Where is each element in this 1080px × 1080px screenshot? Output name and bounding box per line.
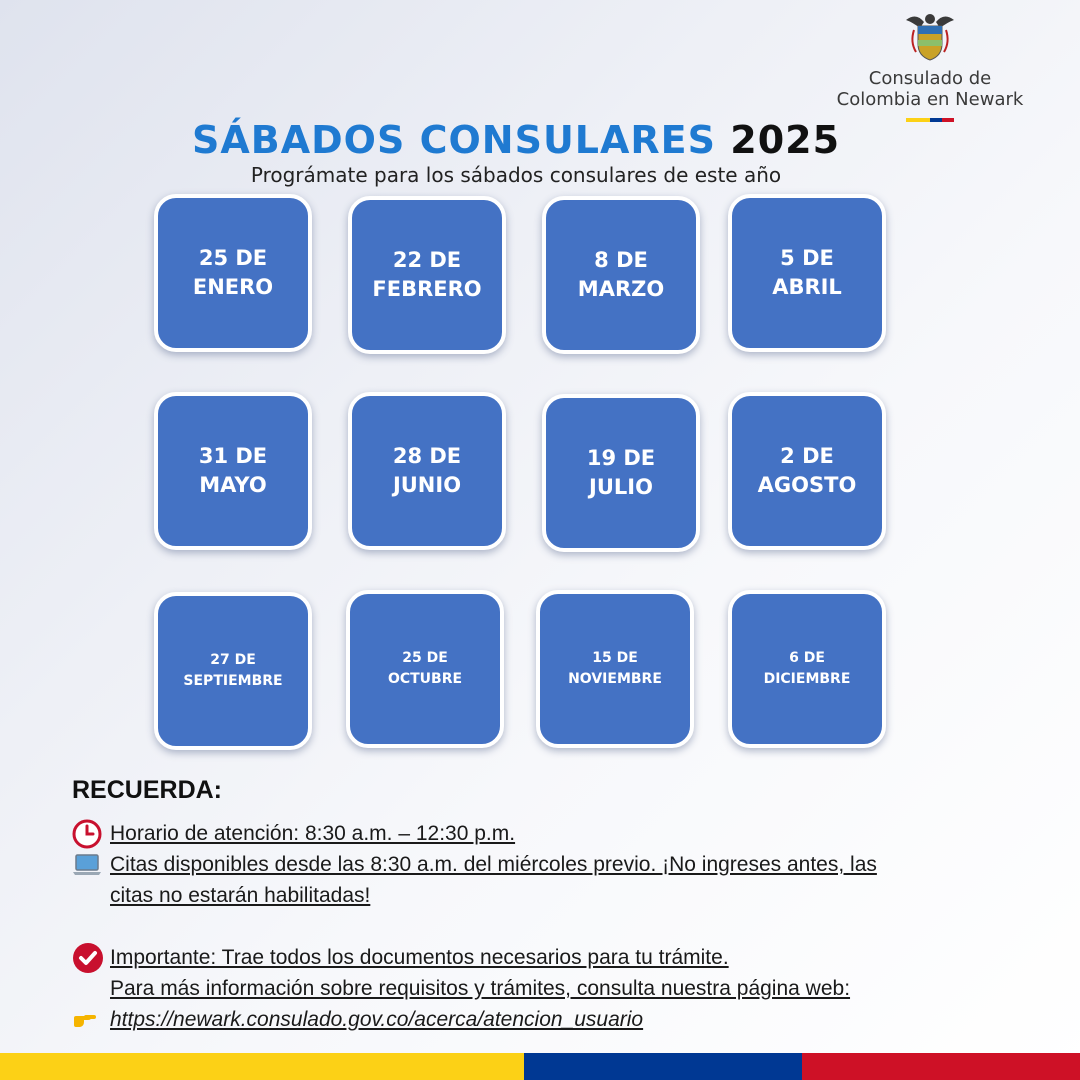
- appointments-text-line2: citas no estarán habilitadas!: [110, 884, 371, 907]
- date-day: 8 DE: [594, 248, 648, 272]
- consulate-name-line1: Consulado de: [868, 68, 992, 89]
- spacer: [72, 911, 1012, 942]
- notes-section: [72, 818, 1012, 1035]
- date-month: JUNIO: [392, 473, 462, 497]
- date-card-julio: [542, 394, 700, 552]
- date-day: 31 DE: [198, 444, 268, 468]
- more-info-row: [72, 973, 1012, 1004]
- date-day: 25 DE: [402, 650, 448, 666]
- consulate-name: [820, 68, 1040, 110]
- clock-icon: [72, 818, 110, 849]
- important-row: [72, 942, 1012, 973]
- date-card-marzo: [542, 196, 700, 354]
- date-card-diciembre: [728, 590, 886, 748]
- date-month: NOVIEMBRE: [568, 671, 662, 687]
- date-month: OCTUBRE: [387, 671, 463, 687]
- laptop-icon: [72, 849, 110, 880]
- indent-spacer: [72, 973, 110, 1004]
- flag-yellow-stripe: [0, 1053, 524, 1080]
- title-main: SÁBADOS CONSULARES: [191, 118, 717, 162]
- date-month: AGOSTO: [757, 473, 857, 497]
- indent-spacer: [72, 880, 110, 911]
- date-day: 15 DE: [592, 650, 638, 666]
- date-month: ENERO: [192, 275, 274, 299]
- flag-band: [0, 1053, 1080, 1080]
- date-day: 19 DE: [586, 446, 656, 470]
- title-year: 2025: [730, 118, 841, 162]
- date-day: 25 DE: [198, 246, 268, 270]
- page-title: [0, 118, 1032, 162]
- remember-heading: RECUERDA:: [72, 776, 222, 804]
- date-month: MARZO: [577, 277, 665, 301]
- date-card-junio: [348, 392, 506, 550]
- date-day: 5 DE: [780, 246, 834, 270]
- appointments-row: [72, 849, 1012, 880]
- date-month: FEBRERO: [372, 277, 482, 301]
- schedule-text: Horario de atención: 8:30 a.m. – 12:30 p.m.: [110, 822, 516, 845]
- date-month: ABRIL: [772, 275, 842, 299]
- website-link[interactable]: https://newark.consulado.gov.co/acerca/atencion_usuario: [110, 1008, 644, 1031]
- schedule-row: [72, 818, 1012, 849]
- pointing-hand-icon: [72, 1004, 110, 1035]
- dates-grid: [154, 194, 898, 764]
- flag-blue-stripe: [524, 1053, 802, 1080]
- check-icon: [72, 942, 110, 973]
- flag-red-stripe: [802, 1053, 1080, 1080]
- date-day: 28 DE: [392, 444, 462, 468]
- important-text: Importante: Trae todos los documentos necesarios para tu trámite.: [110, 946, 729, 969]
- date-month: MAYO: [199, 473, 267, 497]
- coat-of-arms-icon: [902, 10, 958, 62]
- date-card-mayo: [154, 392, 312, 550]
- date-card-noviembre: [536, 590, 694, 748]
- date-day: 6 DE: [789, 650, 825, 666]
- date-card-febrero: [348, 196, 506, 354]
- date-day: 2 DE: [780, 444, 834, 468]
- date-day: 27 DE: [210, 652, 256, 668]
- date-card-abril: [728, 194, 886, 352]
- date-month: SEPTIEMBRE: [183, 673, 283, 689]
- date-card-septiembre: [154, 592, 312, 750]
- date-month: JULIO: [589, 475, 653, 499]
- appointments-text-line1: Citas disponibles desde las 8:30 a.m. del miércoles previo. ¡No ingreses antes, las: [110, 853, 877, 876]
- appointments-row-2: [72, 880, 1012, 911]
- date-card-octubre: [346, 590, 504, 748]
- url-row: [72, 1004, 1012, 1035]
- date-month: DICIEMBRE: [763, 671, 851, 687]
- page-subtitle: Prográmate para los sábados consulares de este año: [250, 163, 782, 187]
- date-card-enero: [154, 194, 312, 352]
- date-day: 22 DE: [392, 248, 462, 272]
- date-card-agosto: [728, 392, 886, 550]
- consulate-logo: [820, 10, 1040, 122]
- more-info-text: Para más información sobre requisitos y trámites, consulta nuestra página web:: [110, 977, 851, 1000]
- consulate-name-line2: Colombia en Newark: [836, 89, 1024, 110]
